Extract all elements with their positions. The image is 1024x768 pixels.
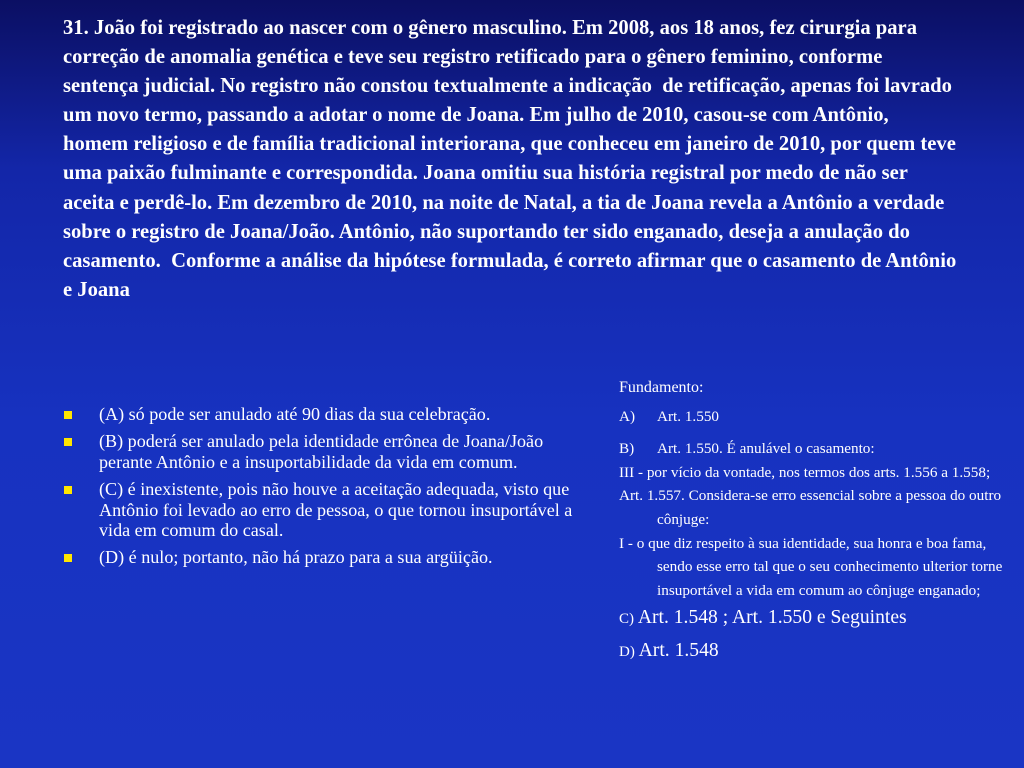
option-d [62, 547, 592, 567]
answer-options-list [62, 404, 592, 575]
option-a-text: (A) só pode ser anulado até 90 dias da sua celebração. [99, 404, 491, 424]
fundamento-d-value: Art. 1.548 [638, 640, 719, 662]
fundamento-b-value: Art. 1.550. É anulável o casamento: [657, 440, 875, 458]
square-bullet-icon [64, 411, 72, 419]
fundamento-item-b [619, 437, 1004, 461]
fundamento-item-c [619, 602, 1004, 635]
fundamento-b-key: B) [619, 440, 635, 458]
square-bullet-icon [64, 438, 72, 446]
fundamento-inciso-i: I - o que diz respeito à sua identidade, sua honra e boa fama, sendo esse erro tal que o seu conhecimento ulterior torne insuportável a vida em comum ao cônjuge enganado; [619, 534, 1003, 599]
square-bullet-icon [64, 486, 72, 494]
question-text: 31. João foi registrado ao nascer com o gênero masculino. Em 2008, aos 18 anos, fez cirurgia para correção de anomalia genética e teve seu registro retificado para o gênero feminino, conforme sentença judicial. No registro não constou textualmente a indicação de retificação, apenas foi lavrado um novo termo, passando a adotar o nome de Joana. Em julho de 2010, casou-se com Antônio, homem religioso e de família tradicional interiorana, que conheceu em janeiro de 2010, por quem teve uma paixão fulminante e correspondida. Joana omitiu sua história registral por medo de não ser aceita e perdê-lo. Em dezembro de 2010, na noite de Natal, a tia de Joana revela a Antônio a verdade sobre o registro de Joana/João. Antônio, não suportando ter sido enganado, deseja a anulação do casamento. Conforme a análise da hipótese formulada, é correto afirmar que o casamento de Antônio e Joana [63, 17, 962, 301]
square-bullet-icon [64, 554, 72, 562]
option-d-text: (D) é nulo; portanto, não há prazo para a sua argüição. [99, 547, 493, 568]
fundamento-c-value: Art. 1.548 ; Art. 1.550 e Seguintes [637, 607, 907, 629]
fundamento-d-key: D) [619, 644, 635, 661]
option-b-text: (B) poderá ser anulado pela identidade errônea de Joana/João perante Antônio e a insuportabilidade da vida em comum. [99, 431, 544, 472]
option-c-text: (C) é inexistente, pois não houve a aceitação adequada, visto que Antônio foi levado ao erro de pessoa, o que tornou insuportável a vida em comum do casal. [99, 479, 573, 541]
fundamento-a-value: Art. 1.550 [657, 407, 720, 425]
fundamento-c-key: C) [619, 611, 634, 628]
fundamento-item-a [619, 405, 1004, 429]
fundamento-inciso-iii: III - por vício da vontade, nos termos dos arts. 1.556 a 1.558; [619, 463, 991, 481]
fundamento-item-d [619, 635, 1004, 668]
fundamento-art-1557: Art. 1.557. Considera-se erro essencial sobre a pessoa do outro cônjuge: [619, 487, 1002, 528]
fundamento-title: Fundamento: [619, 379, 704, 396]
fundamento-panel [619, 376, 1004, 668]
option-c [62, 479, 592, 540]
option-a [62, 404, 592, 424]
option-b [62, 431, 592, 472]
fundamento-a-key: A) [619, 407, 636, 425]
